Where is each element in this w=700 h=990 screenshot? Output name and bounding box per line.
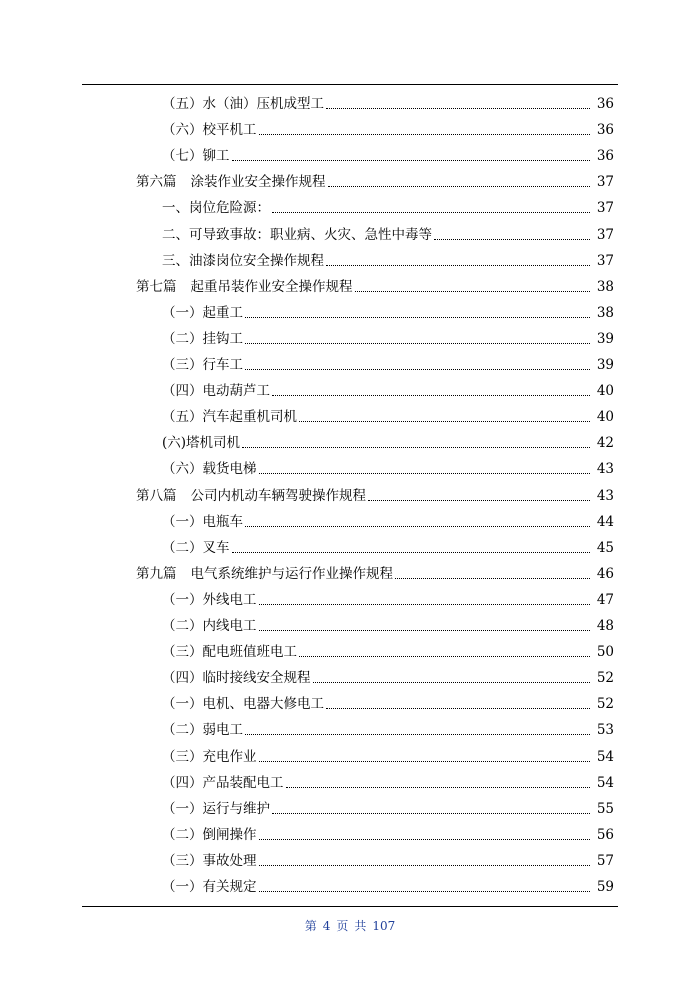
dot-leader: [259, 134, 591, 135]
toc-chapter-title: 电气系统维护与运行作业操作规程: [190, 565, 393, 582]
toc-entry-title: （一）有关规定: [162, 879, 257, 895]
toc-entry[interactable]: [0, 531, 614, 557]
toc-page-number: 54: [596, 748, 614, 765]
toc-entry-title: （一）电瓶车: [162, 513, 243, 530]
toc-entry-title: （六）校平机工: [162, 122, 257, 139]
dot-leader: [286, 787, 591, 788]
dot-leader: [259, 761, 591, 762]
toc-entry-title: （二）内线电工: [162, 618, 257, 634]
toc-chapter-entry[interactable]: [0, 165, 614, 191]
dot-leader: [299, 656, 590, 657]
toc-entry-title: （七）铆工: [162, 148, 230, 165]
toc-entry[interactable]: [0, 113, 614, 139]
dot-leader: [245, 526, 590, 527]
dot-leader: [259, 865, 591, 866]
toc-page-number: 43: [596, 461, 614, 478]
toc-entry[interactable]: [0, 191, 614, 217]
toc-entry[interactable]: [0, 870, 614, 896]
toc-chapter-number: 第六篇: [136, 174, 177, 191]
toc-page-number: 57: [596, 852, 614, 869]
dot-leader: [242, 447, 590, 448]
toc-page-number: 55: [596, 800, 614, 817]
toc-entry[interactable]: [0, 348, 614, 374]
toc-entry[interactable]: [0, 844, 614, 870]
dot-leader: [355, 291, 591, 292]
toc-entry[interactable]: [0, 740, 614, 766]
toc-entry[interactable]: [0, 766, 614, 792]
toc-page-number: 36: [596, 96, 614, 112]
toc-page-number: 39: [596, 330, 614, 347]
toc-page-number: 53: [596, 722, 614, 739]
toc-entry-title: （四）产品装配电工: [162, 774, 284, 791]
toc-page-number: 37: [596, 174, 614, 191]
toc-entry-title: （三）事故处理: [162, 852, 257, 869]
toc-entry-title: 一、岗位危险源：: [162, 200, 270, 217]
toc-page-number: 44: [596, 513, 614, 530]
toc-entry-title: （四）电动葫芦工: [162, 383, 270, 400]
footer-prefix: 第: [304, 919, 317, 933]
dot-leader: [368, 500, 590, 501]
dot-leader: [434, 239, 590, 240]
toc-page-number: 40: [596, 383, 614, 400]
dot-leader: [272, 395, 590, 396]
toc-chapter-entry[interactable]: [0, 270, 614, 296]
dot-leader: [259, 891, 591, 892]
toc-page-number: 56: [596, 826, 614, 843]
toc-chapter-title: 起重吊装作业安全操作规程: [190, 278, 353, 295]
toc-page-number: 43: [596, 487, 614, 504]
toc-page-number: 52: [596, 696, 614, 713]
toc-entry[interactable]: [0, 218, 614, 244]
toc-page-number: 37: [596, 252, 614, 269]
toc-entry-title: (六)塔机司机: [162, 435, 241, 452]
toc-chapter-entry[interactable]: [0, 479, 614, 505]
toc-page-number: 52: [596, 670, 614, 687]
dot-leader: [326, 708, 590, 709]
toc-entry[interactable]: [0, 505, 614, 531]
toc-entry-title: 二、可导致事故：职业病、火灾、急性中毒等: [162, 226, 432, 243]
toc-entry-title: （五）水（油）压机成型工: [162, 96, 324, 112]
toc-entry-title: 三、油漆岗位安全操作规程: [162, 252, 324, 269]
toc-entry[interactable]: [0, 400, 614, 426]
toc-page-number: 45: [596, 539, 614, 556]
toc-page-number: 46: [596, 565, 614, 582]
toc-page-number: 38: [596, 278, 614, 295]
dot-leader: [232, 552, 591, 553]
toc-entry[interactable]: [0, 635, 614, 661]
toc-chapter-title: 涂装作业安全操作规程: [190, 174, 326, 191]
toc-entry-title: （一）外线电工: [162, 591, 257, 608]
dot-leader: [245, 734, 590, 735]
dot-leader: [245, 343, 590, 344]
footer-total-pages: 107: [372, 919, 396, 933]
toc-page-number: 54: [596, 774, 614, 791]
toc-page-number: 37: [596, 200, 614, 217]
toc-entry-title: （三）充电作业: [162, 748, 257, 765]
toc-entry[interactable]: [0, 244, 614, 270]
dot-leader: [326, 108, 590, 109]
dot-leader: [328, 186, 591, 187]
toc-page-number: 39: [596, 357, 614, 373]
toc-chapter-number: 第八篇: [136, 487, 177, 504]
toc-page-number: 42: [596, 435, 614, 452]
toc-entry[interactable]: [0, 713, 614, 739]
toc-entry[interactable]: [0, 609, 614, 635]
toc-chapter-number: 第九篇: [136, 565, 177, 582]
toc-page-number: 38: [596, 304, 614, 321]
toc-page-number: 40: [596, 409, 614, 426]
dot-leader: [259, 473, 591, 474]
dot-leader: [245, 317, 590, 318]
toc-chapter-title: 公司内机动车辆驾驶操作规程: [190, 487, 366, 504]
toc-entry-title: [136, 565, 393, 583]
footer-page-word: 页: [336, 919, 349, 933]
dot-leader: [326, 265, 590, 266]
dot-leader: [313, 682, 591, 683]
footer-current-page: 4: [322, 919, 331, 933]
toc-page-number: 37: [596, 226, 614, 243]
toc-entry[interactable]: [0, 139, 614, 165]
toc-entry-title: [136, 173, 326, 191]
toc-page-number: 59: [596, 879, 614, 895]
toc-entry-title: [136, 278, 353, 296]
toc-entry-title: （五）汽车起重机司机: [162, 409, 297, 426]
toc-entry[interactable]: [0, 687, 614, 713]
page-footer: [0, 917, 700, 934]
dot-leader: [259, 630, 591, 631]
toc-entry[interactable]: [0, 87, 614, 113]
toc-entry[interactable]: [0, 792, 614, 818]
dot-leader: [299, 421, 590, 422]
toc-chapter-number: 第七篇: [136, 278, 177, 295]
dot-leader: [272, 813, 590, 814]
toc-entry-title: （一）电机、电器大修电工: [162, 696, 324, 713]
toc-page-number: 50: [596, 644, 614, 661]
toc-entry-title: （一）起重工: [162, 304, 243, 321]
toc-page-number: 47: [596, 591, 614, 608]
toc-entry[interactable]: [0, 661, 614, 687]
toc-entry-title: （二）倒闸操作: [162, 826, 257, 843]
toc-entry-title: [136, 487, 366, 505]
toc-chapter-entry[interactable]: [0, 557, 614, 583]
dot-leader: [259, 839, 591, 840]
toc-entry-title: （三）行车工: [162, 357, 243, 373]
toc-entry-title: （一）运行与维护: [162, 800, 270, 817]
toc-entry[interactable]: [0, 583, 614, 609]
footer-total-word: 共: [354, 919, 367, 933]
toc-entry-title: （二）弱电工: [162, 722, 243, 739]
toc-entry[interactable]: [0, 374, 614, 400]
toc-entry-title: （二）叉车: [162, 539, 230, 556]
toc-page-number: 36: [596, 122, 614, 139]
header-rule: [82, 84, 618, 85]
toc-entry-title: （二）挂钩工: [162, 330, 243, 347]
dot-leader: [272, 212, 590, 213]
dot-leader: [259, 604, 591, 605]
toc-entry-title: （六）载货电梯: [162, 461, 257, 478]
toc-entry[interactable]: [0, 452, 614, 478]
dot-leader: [232, 160, 591, 161]
dot-leader: [395, 578, 590, 579]
toc-page-number: 36: [596, 148, 614, 165]
toc-entry[interactable]: [0, 296, 614, 322]
dot-leader: [245, 369, 590, 370]
toc-entry[interactable]: [0, 818, 614, 844]
toc-entry[interactable]: [0, 426, 614, 452]
toc-entry-title: （三）配电班值班电工: [162, 644, 297, 661]
toc-page-number: 48: [596, 618, 614, 634]
toc-entry[interactable]: [0, 322, 614, 348]
toc-entry-title: （四）临时接线安全规程: [162, 670, 311, 687]
footer-rule: [82, 906, 618, 907]
